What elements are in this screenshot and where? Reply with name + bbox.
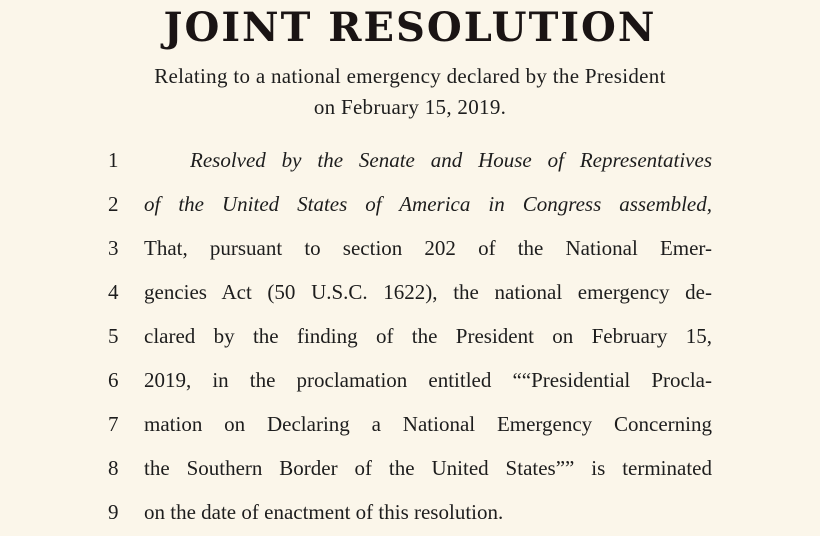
line-number: 9 <box>108 500 119 524</box>
line-text: clared by the finding of the President on February 15, <box>144 324 712 348</box>
line-text: 2019, in the proclamation entitled ““Presidential Procla- <box>144 368 712 392</box>
subtitle-line-2: on February 15, 2019. <box>313 95 507 119</box>
line-text: the Southern Border of the United States”” is terminated <box>144 456 712 480</box>
line-number: 3 <box>108 236 119 260</box>
line-text: on the date of enactment of this resolution. <box>144 500 504 524</box>
line-number: 5 <box>108 324 119 348</box>
line-text: mation on Declaring a National Emergency Concerning <box>144 412 712 436</box>
text-line <box>0 277 820 307</box>
line-text: gencies Act (50 U.S.C. 1622), the national emergency de- <box>144 280 712 304</box>
line-text: Resolved by the Senate and House of Representatives <box>190 148 712 172</box>
subtitle-line-1: Relating to a national emergency declared by the President <box>154 64 666 88</box>
text-line <box>0 233 820 263</box>
line-text: of the United States of America in Congress assembled, <box>144 192 712 216</box>
line-number: 8 <box>108 456 119 480</box>
text-line <box>0 145 820 175</box>
text-line <box>0 453 820 483</box>
line-number: 4 <box>108 280 119 304</box>
text-line <box>0 189 820 219</box>
document-title: JOINT RESOLUTION <box>163 4 657 51</box>
line-text: That, pursuant to section 202 of the National Emer- <box>144 236 712 260</box>
line-number: 2 <box>108 192 119 216</box>
line-number: 7 <box>108 412 119 436</box>
text-line <box>0 321 820 351</box>
line-number: 1 <box>108 148 119 172</box>
text-line <box>0 497 820 527</box>
line-number: 6 <box>108 368 119 392</box>
text-line <box>0 365 820 395</box>
text-line <box>0 409 820 439</box>
